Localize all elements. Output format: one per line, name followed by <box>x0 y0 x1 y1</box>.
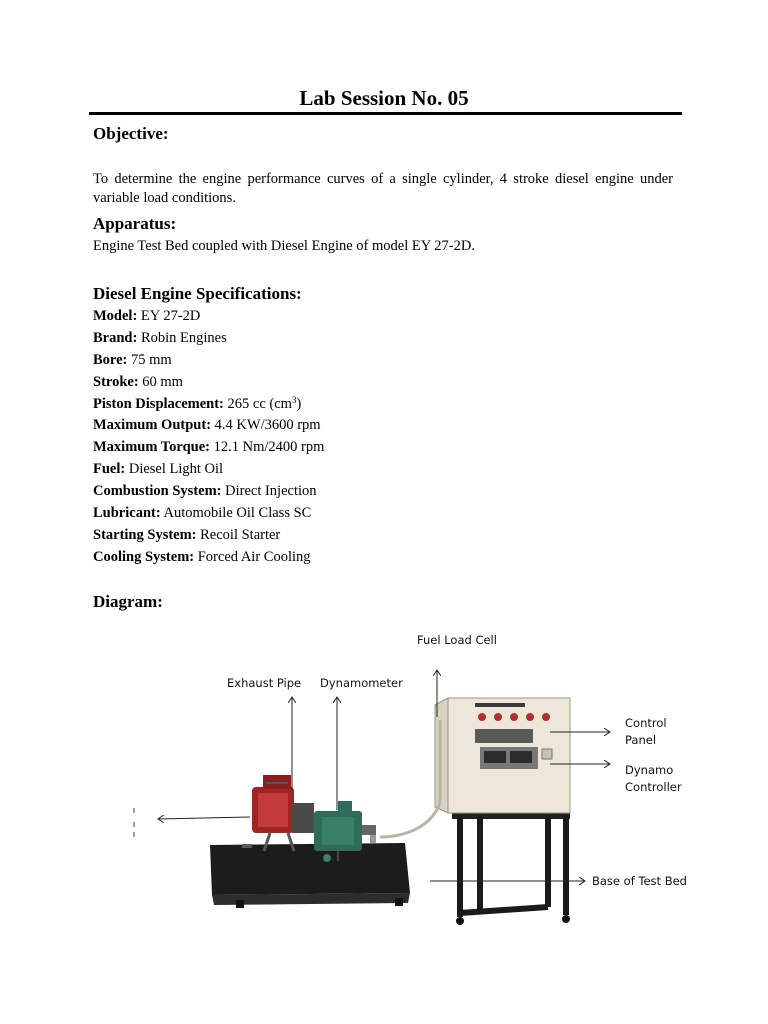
label-base-of-test-bed: Base of Test Bed <box>592 874 687 888</box>
spec-row <box>93 525 324 547</box>
apparatus-text: Engine Test Bed coupled with Diesel Engine of model EY 27-2D. <box>93 238 475 254</box>
spec-value: 12.1 Nm/2400 rpm <box>213 439 325 456</box>
spec-value: 75 mm <box>131 351 172 368</box>
spec-label: Model: <box>93 308 138 324</box>
spec-label: Piston Displacement: <box>93 395 224 412</box>
spec-value: 4.4 KW/3600 rpm <box>214 417 321 434</box>
spec-value: 60 mm <box>142 373 183 390</box>
spec-value-suffix: ) <box>296 395 302 412</box>
spec-row <box>93 415 324 437</box>
label-dynamo-controller-line1: Dynamo <box>625 763 674 777</box>
spec-value: 265 cc (cm <box>227 395 292 412</box>
apparatus-heading: Apparatus: <box>93 214 177 233</box>
control-cabinet <box>435 698 570 813</box>
spec-value: Forced Air Cooling <box>197 548 311 565</box>
diesel-engine <box>252 775 314 851</box>
diagram-heading: Diagram: <box>93 592 163 611</box>
spec-value: Direct Injection <box>225 483 317 500</box>
label-exhaust-pipe: Exhaust Pipe <box>227 676 302 690</box>
spec-row <box>93 459 324 481</box>
spec-value: Recoil Starter <box>200 526 281 543</box>
spec-label: Stroke: <box>93 373 139 390</box>
fuel-tube <box>380 720 440 837</box>
spec-row <box>93 306 324 328</box>
spec-row <box>93 503 324 525</box>
spec-label: Maximum Torque: <box>93 439 210 456</box>
spec-label: Combustion System: <box>93 483 222 500</box>
spec-row <box>93 372 324 394</box>
label-control-panel-line1: Control <box>625 716 667 730</box>
spec-row <box>93 394 324 416</box>
spec-row <box>93 481 324 503</box>
spec-row <box>93 350 324 372</box>
label-dynamometer: Dynamometer <box>320 676 403 690</box>
engine-test-bed-diagram <box>130 625 690 935</box>
test-bed-base <box>210 843 410 908</box>
spec-value: Robin Engines <box>140 329 227 346</box>
page-title: Lab Session No. 05 <box>299 86 469 110</box>
spec-label: Brand: <box>93 329 138 346</box>
label-control-panel-line2: Panel <box>625 733 657 747</box>
spec-value: Diesel Light Oil <box>128 461 224 478</box>
control-stand <box>452 811 570 917</box>
spec-row <box>93 437 324 459</box>
objective-heading: Objective: <box>93 124 169 143</box>
title-divider <box>89 112 682 115</box>
spec-label: Maximum Output: <box>93 417 212 434</box>
specs-heading: Diesel Engine Specifications: <box>93 284 302 303</box>
spec-superscript: 3 <box>291 394 297 405</box>
spec-value: Automobile Oil Class SC <box>163 505 312 522</box>
spec-label: Starting System: <box>93 526 197 543</box>
spec-list <box>93 306 324 569</box>
spec-row <box>93 547 324 569</box>
objective-text: To determine the engine performance curves of a single cylinder, 4 stroke diesel engine under variable load conditions. <box>93 171 673 206</box>
label-dynamo-controller-line2: Controller <box>625 780 682 794</box>
spec-label: Bore: <box>93 351 128 368</box>
spec-value: EY 27-2D <box>140 308 201 324</box>
spec-row <box>93 328 324 350</box>
label-fuel-load-cell: Fuel Load Cell <box>417 633 497 647</box>
spec-label: Fuel: <box>93 461 126 478</box>
spec-label: Cooling System: <box>93 548 195 565</box>
spec-label: Lubricant: <box>93 505 161 522</box>
